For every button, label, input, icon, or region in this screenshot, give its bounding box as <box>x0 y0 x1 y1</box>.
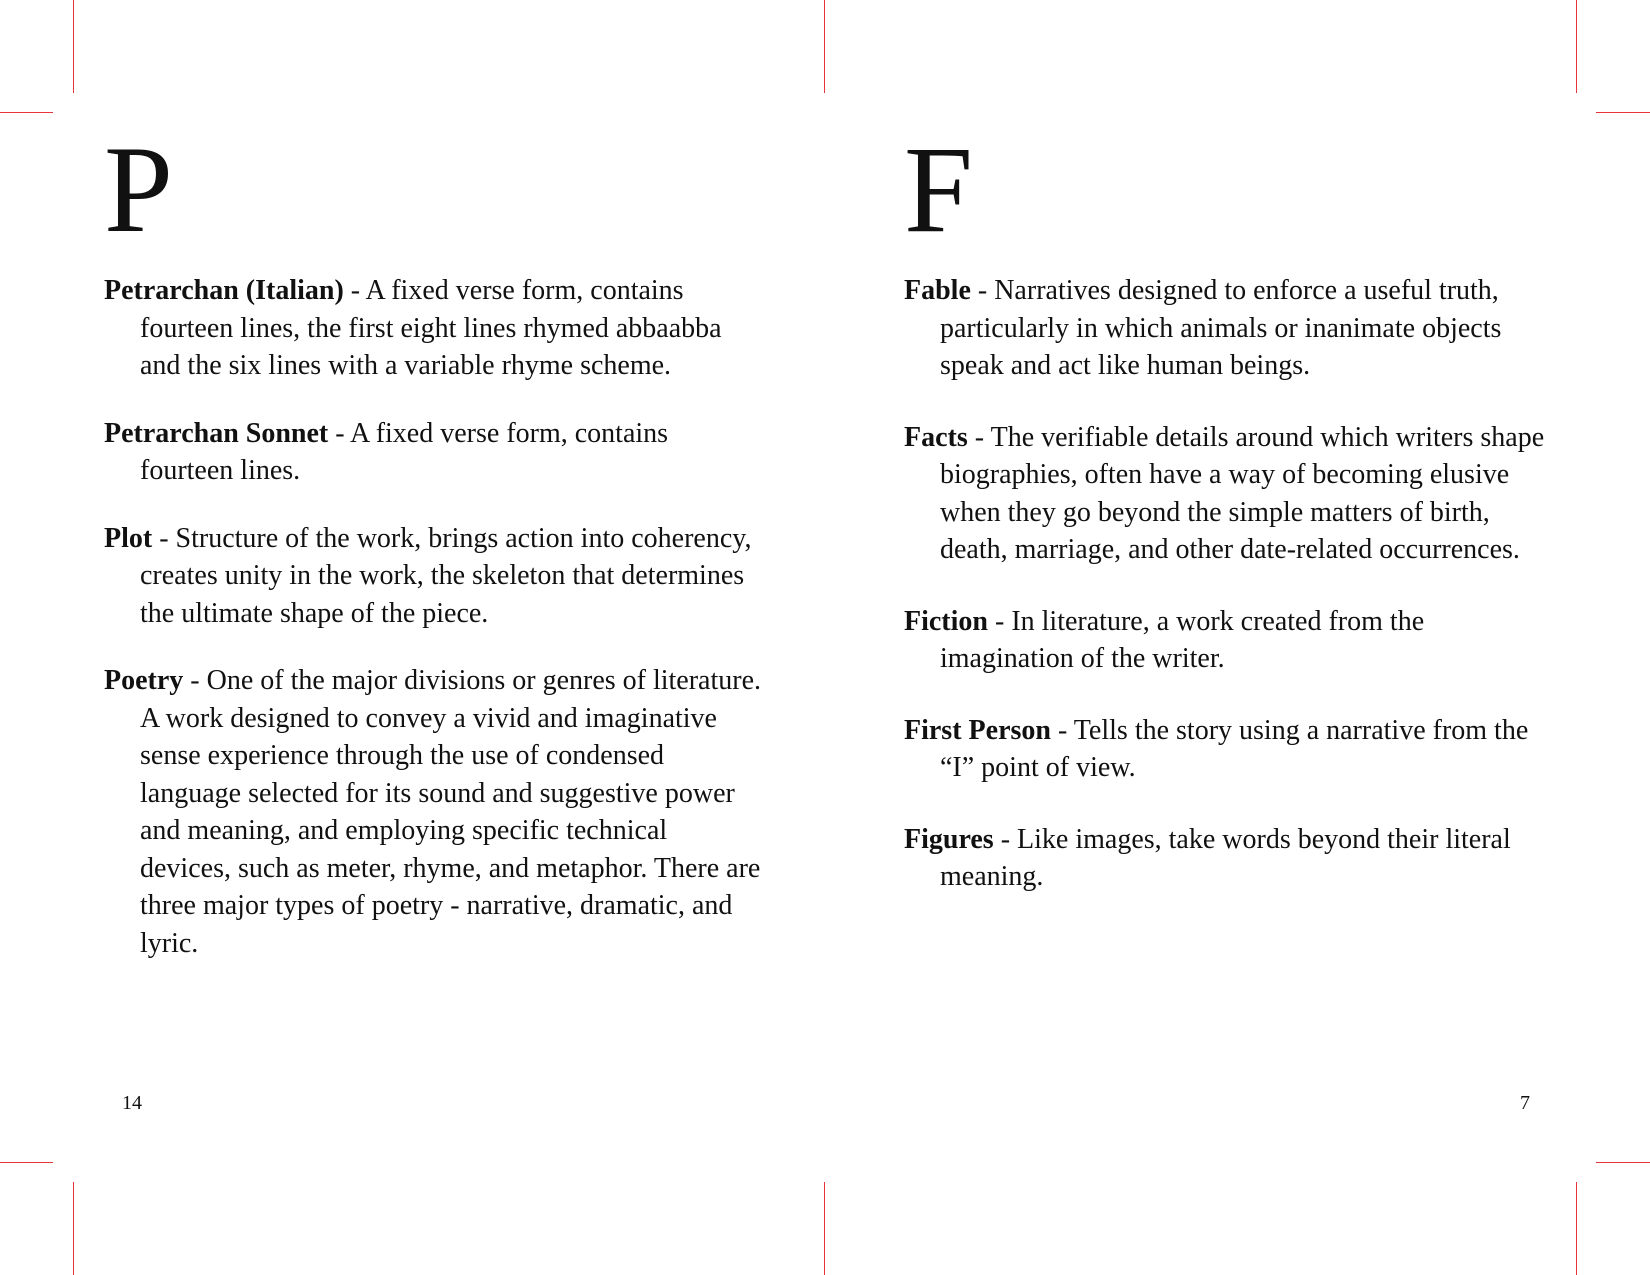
entry-definition: - Narratives designed to enforce a useful truth, particularly in which animals or inanimate objects speak and act like human beings. <box>940 275 1502 381</box>
glossary-entry <box>904 603 1564 678</box>
glossary-entry <box>104 520 764 633</box>
right-page <box>904 0 1564 1275</box>
entry-term: Petrarchan Sonnet <box>104 417 329 449</box>
entry-term: Facts <box>904 421 968 453</box>
crop-mark <box>824 1182 825 1275</box>
entry-definition: - Like images, take words beyond their literal meaning. <box>940 823 1511 892</box>
entry-definition: - The verifiable details around which writers shape biographies, often have a way of becoming elusive when they go beyond the simple matters of birth, death, marriage, and other date-related occurrences. <box>940 421 1545 565</box>
entry-term: Fable <box>904 275 971 306</box>
left-page <box>104 0 764 1275</box>
glossary-entry <box>904 272 1564 385</box>
glossary-entry <box>104 662 764 962</box>
entry-term: Fiction <box>904 605 988 637</box>
glossary-entry <box>104 415 764 490</box>
entry-definition: - One of the major divisions or genres of literature. A work designed to convey a vivid and imaginative sense experience through the use of condensed language selected for its sound and suggestive power and meaning, and employing specific technical devices, such as meter, rhyme, and metaphor. There are three major types of poetry - narrative, dramatic, and lyric. <box>140 665 762 959</box>
entry-definition: - A fixed verse form, contains fourteen lines, the first eight lines rhymed abbaabba and the six lines with a variable rhyme scheme. <box>140 275 722 381</box>
entry-term: Poetry <box>104 665 184 696</box>
glossary-entry <box>904 821 1564 896</box>
entry-definition: - Tells the story using a narrative from the “I” point of view. <box>940 714 1529 783</box>
page-number: 14 <box>122 1092 142 1114</box>
glossary-entry <box>904 712 1564 787</box>
crop-mark <box>73 1182 74 1275</box>
glossary-entry <box>104 272 764 385</box>
entry-term: Petrarchan (Italian) <box>104 275 344 306</box>
crop-mark <box>73 0 74 93</box>
crop-mark <box>1576 0 1577 93</box>
entry-definition: - Structure of the work, brings action into coherency, creates unity in the work, the skeleton that determines the ultimate shape of the piece. <box>140 522 752 629</box>
glossary-entry <box>904 419 1564 569</box>
entry-term: First Person <box>904 714 1051 746</box>
glossary-list <box>904 272 1564 930</box>
crop-mark <box>0 112 53 113</box>
crop-mark <box>824 0 825 93</box>
crop-mark <box>1576 1182 1577 1275</box>
crop-mark <box>1596 112 1650 113</box>
entry-definition: - In literature, a work created from the imagination of the writer. <box>940 605 1425 674</box>
entry-term: Plot <box>104 522 153 554</box>
crop-mark <box>0 1162 53 1163</box>
section-letter: F <box>904 121 973 258</box>
crop-mark <box>1596 1162 1650 1163</box>
section-letter: P <box>104 121 173 258</box>
page-number: 7 <box>1520 1092 1530 1114</box>
entry-definition: - A fixed verse form, contains fourteen lines. <box>140 417 669 486</box>
entry-term: Figures <box>904 823 994 855</box>
glossary-list <box>104 272 764 992</box>
